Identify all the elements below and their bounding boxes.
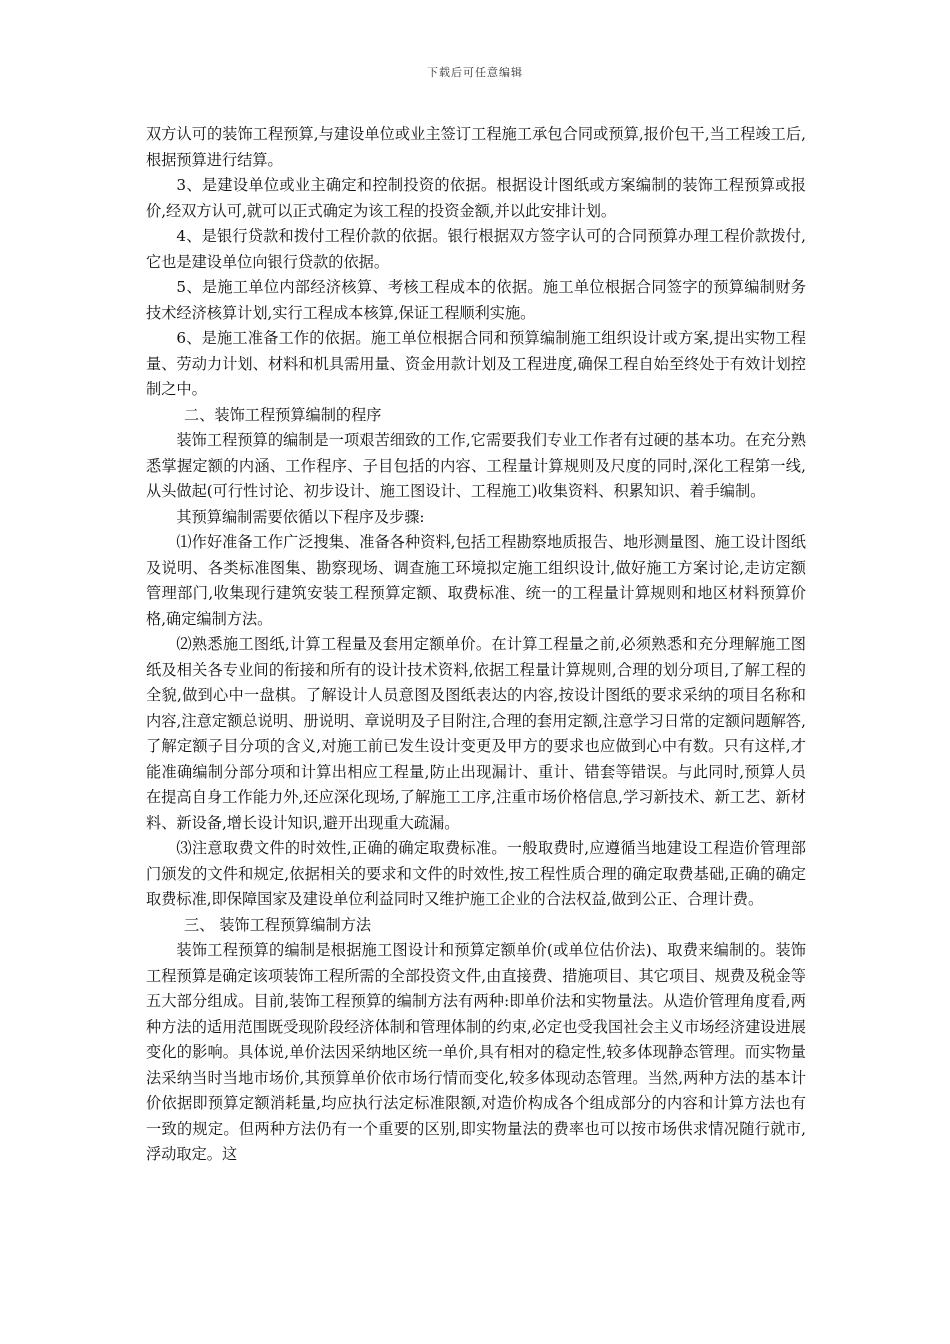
paragraph-step-2: ⑵熟悉施工图纸,计算工程量及套用定额单价。在计算工程量之前,必须熟悉和充分理解施工图纸及相关各专业间的衔接和所有的设计技术资料,依据工程量计算规则,合理的划分项目,了解工程的全貌,做到心中一盘棋。了解设计人员意图及图纸表达的内容,按设计图纸的要求采纳的项目名称和内容,注意定额总说明、册说明、章说明及子目附注,合理的套用定额,注意学习日常的定额问题解答,了解定额子目分项的含义,对施工前已发生设计变更及甲方的要求也应做到心中有数。只有这样,才能准确编制分部分项和计算出相应工程量,防止出现漏计、重计、错套等错误。与此同时,预算人员在提高自身工作能力外,还应深化现场,了解施工工序,注重市场价格信息,学习新技术、新工艺、新材料、新设备,增长设计知识,避开出现重大疏漏。	[146, 635, 806, 832]
paragraph-step-3: ⑶注意取费文件的时效性,正确的确定取费标准。一般取费时,应遵循当地建设工程造价管理部门颁发的文件和规定,依据相关的要求和文件的时效性,按工程性质合理的确定取费基础,正确的确定取费标准,即保障国家及建设单位利益同时又维护施工企业的合法权益,做到公正、合理计费。	[146, 839, 806, 908]
section-heading-2: 二、装饰工程预算编制的程序	[184, 405, 382, 424]
paragraph-item-3: 3、是建设单位或业主确定和控制投资的依据。根据设计图纸或方案编制的装饰工程预算或报价,经双方认可,就可以正式确定为该工程的投资金额,并以此安排计划。	[146, 176, 806, 220]
page-header: 下载后可任意编辑	[427, 66, 523, 79]
paragraph-section-3-body: 装饰工程预算的编制是根据施工图设计和预算定额单价(或单位估价法)、取费来编制的。装饰工程预算是确定该项装饰工程所需的全部投资文件,由直接费、措施项目、其它项目、规费及税金等五大部分组成。目前,装饰工程预算的编制方法有两种:即单价法和实物量法。从造价管理角度看,两种方法的适用范围既受现阶段经济体制和管理体制的约束,必定也受我国社会主义市场经济建设进展变化的影响。具体说,单价法因采纳地区统一单价,具有相对的稳定性,较多体现静态管理。而实物量法采纳当时当地市场价,其预算单价依市场行情而变化,较多体现动态管理。当然,两种方法的基本计价依据即预算定额消耗量,均应执行法定标准限额,对造价构成各个组成部分的内容和计算方法也有一致的规定。但两种方法仍有一个重要的区别,即实物量法的费率也可以按市场供求情况随行就市,浮动取定。这	[146, 941, 806, 1163]
document-body	[146, 122, 806, 1168]
section-heading-3: 三、 装饰工程预算编制方法	[184, 915, 372, 934]
paragraph-continuation: 双方认可的装饰工程预算,与建设单位或业主签订工程施工承包合同或预算,报价包干,当工程竣工后,根据预算进行结算。	[146, 125, 806, 169]
paragraph-section-2-intro: 装饰工程预算的编制是一项艰苦细致的工作,它需要我们专业工作者有过硬的基本功。在充分熟悉掌握定额的内涵、工作程序、子目包括的内容、工程量计算规则及尺度的同时,深化工程第一线,从头做起(可行性讨论、初步设计、施工图设计、工程施工)收集资料、积累知识、着手编制。	[146, 431, 806, 500]
paragraph-item-5: 5、是施工单位内部经济核算、考核工程成本的依据。施工单位根据合同签字的预算编制财务技术经济核算计划,实行工程成本核算,保证工程顺利实施。	[146, 278, 806, 322]
paragraph-item-4: 4、是银行贷款和拨付工程价款的依据。银行根据双方签字认可的合同预算办理工程价款拨付,它也是建设单位向银行贷款的依据。	[146, 227, 806, 271]
paragraph-steps-intro: 其预算编制需要依循以下程序及步骤:	[176, 507, 425, 526]
paragraph-item-6: 6、是施工准备工作的依据。施工单位根据合同和预算编制施工组织设计或方案,提出实物工程量、劳动力计划、材料和机具需用量、资金用款计划及工程进度,确保工程自始至终处于有效计划控制之中。	[146, 329, 806, 398]
paragraph-step-1: ⑴作好准备工作广泛搜集、准备各种资料,包括工程勘察地质报告、地形测量图、施工设计图纸及说明、各类标准图集、勘察现场、调查施工环境拟定施工组织设计,做好施工方案讨论,走访定额管理部门,收集现行建筑安装工程预算定额、取费标准、统一的工程量计算规则和地区材料预算价格,确定编制方法。	[146, 533, 806, 628]
